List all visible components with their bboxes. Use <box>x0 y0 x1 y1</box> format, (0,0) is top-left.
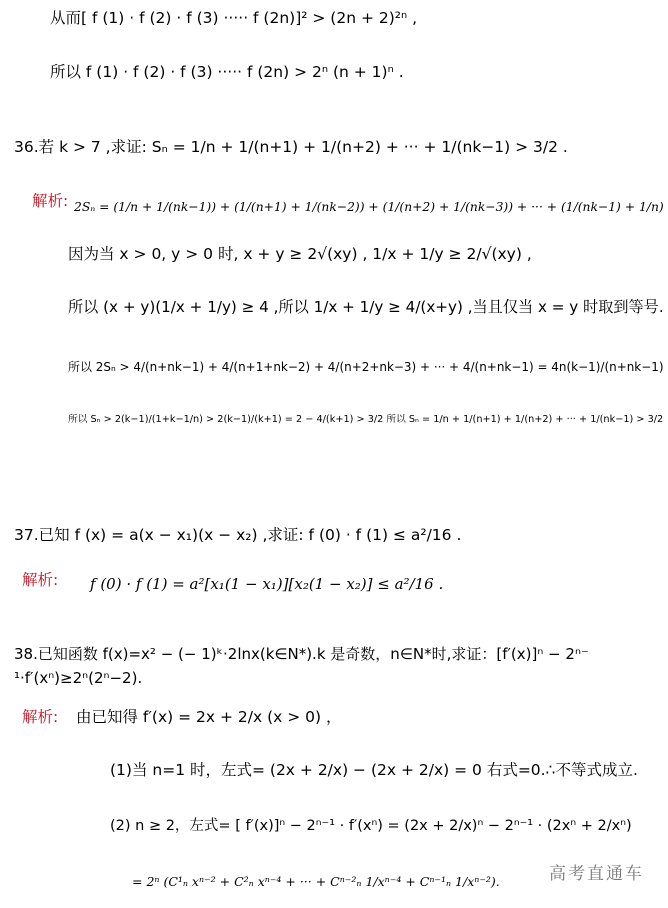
equation-f0-f1: f (0) · f (1) = a²[x₁(1 − x₁)][x₂(1 − x₂)] ≤ a²/16 . <box>90 575 444 593</box>
equation-binomial-expansion: = 2ⁿ (C¹ₙ xⁿ⁻² + C²ₙ xⁿ⁻⁴ + ··· + Cⁿ⁻²ₙ 1/xⁿ⁻⁴ + Cⁿ⁻¹ₙ 1/xⁿ⁻²). <box>132 874 500 889</box>
problem-38-line1: 38.已知函数 f(x)=x² − (− 1)ᵏ·2lnx(k∈N*).k 是奇数，n∈N*时,求证：[f′(x)]ⁿ − 2ⁿ⁻ <box>14 645 589 663</box>
equation-2sn-pairs: 2Sₙ = (1/n + 1/(nk−1)) + (1/(n+1) + 1/(nk−2)) + (1/(n+2) + 1/(nk−3)) + ··· + (1/(nk−1) + 1/n) <box>74 200 664 214</box>
line-from-given: 由已知得 f′(x) = 2x + 2/x (x > 0) ， <box>76 708 342 726</box>
line-therefore-sn: 所以 Sₙ > 2(k−1)/(1+k−1/n) > 2(k−1)/(k+1) = 2 − 4/(k+1) > 3/2 所以 Sₙ = 1/n + 1/(n+1) + 1/(n+2) + ··· + 1/(nk−1) > 3/2 <box>68 414 664 425</box>
case-2: (2) n ≥ 2，左式= [ f′(x)]ⁿ − 2ⁿ⁻¹ · f′(xⁿ) = (2x + 2/x)ⁿ − 2ⁿ⁻¹ · (2xⁿ + 2/xⁿ) <box>110 818 632 834</box>
problem-37: 37.已知 f (x) = a(x − x₁)(x − x₂) ,求证: f (0) · f (1) ≤ a²/16 . <box>14 526 462 544</box>
solution-38-label: 解析: <box>22 708 59 726</box>
problem-36: 36.若 k > 7 ,求证: Sₙ = 1/n + 1/(n+1) + 1/(n+2) + ··· + 1/(nk−1) > 3/2 . <box>14 138 568 156</box>
line-from-then: 从而[ f (1) · f (2) · f (3) ····· f (2n)]² > (2n + 2)²ⁿ , <box>50 9 418 27</box>
solution-37-label: 解析: <box>22 571 59 589</box>
line-therefore-ineq: 所以 (x + y)(1/x + 1/y) ≥ 4 ,所以 1/x + 1/y ≥ 4/(x+y) ,当且仅当 x = y 时取到等号. <box>68 298 664 316</box>
problem-38-line2: ¹·f′(xⁿ)≥2ⁿ(2ⁿ−2). <box>14 669 143 687</box>
case-1: (1)当 n=1 时，左式= (2x + 2/x) − (2x + 2/x) = 0 右式=0.∴不等式成立. <box>110 761 638 779</box>
line-because: 因为当 x > 0, y > 0 时, x + y ≥ 2√(xy) , 1/x + 1/y ≥ 2/√(xy) , <box>68 245 532 263</box>
watermark-text: 高考直通车 <box>549 864 644 884</box>
line-therefore-2sn: 所以 2Sₙ > 4/(n+nk−1) + 4/(n+1+nk−2) + 4/(n+2+nk−3) + ··· + 4/(n+nk−1) = 4n(k−1)/(n+nk−1) <box>68 360 664 374</box>
solution-36-label: 解析: <box>32 192 69 210</box>
line-therefore-product: 所以 f (1) · f (2) · f (3) ····· f (2n) > 2ⁿ (n + 1)ⁿ . <box>50 63 404 81</box>
